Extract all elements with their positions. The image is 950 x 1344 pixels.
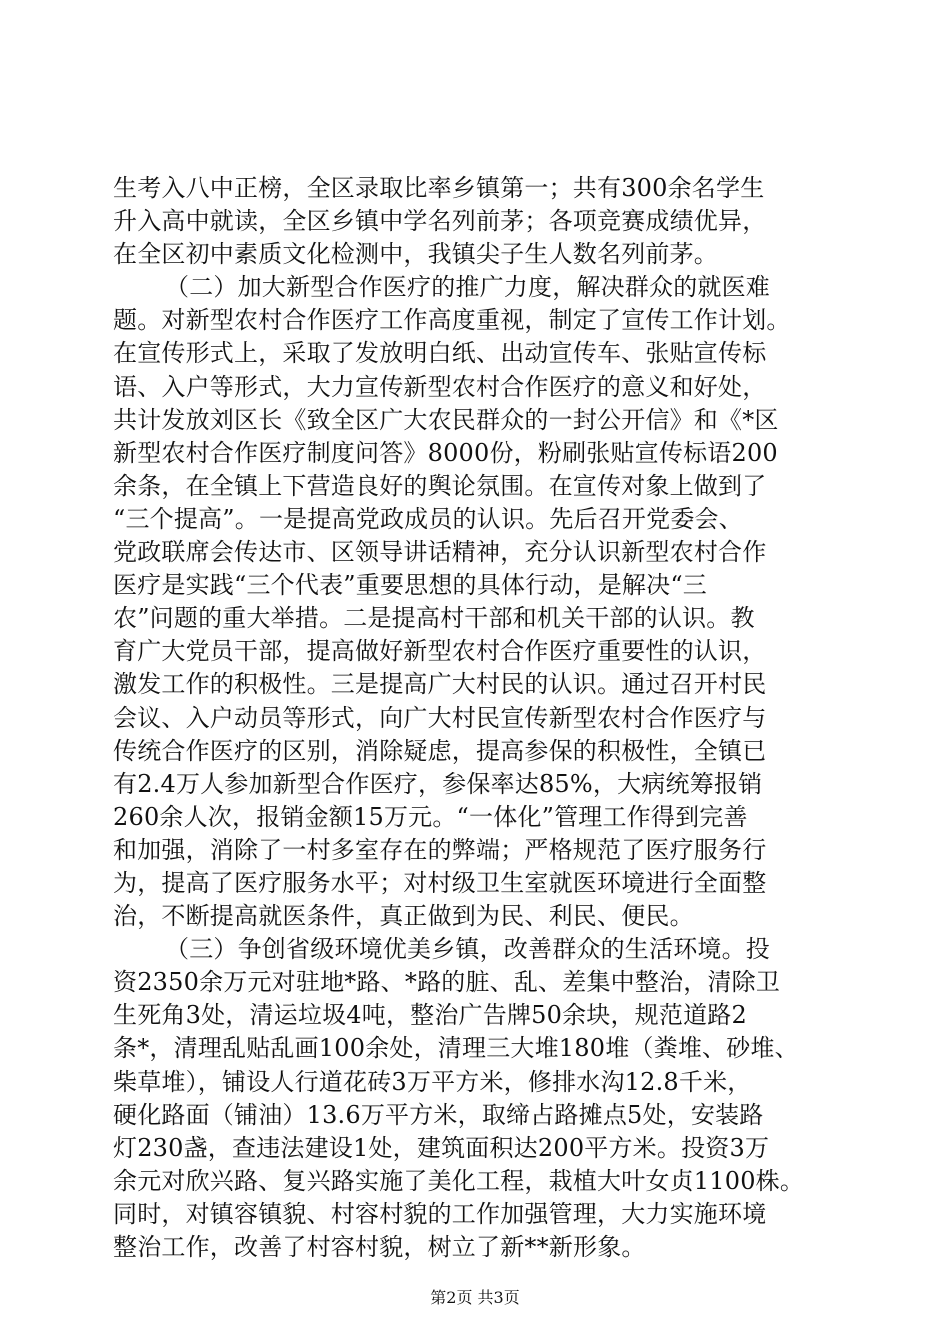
text-line: 题。对新型农村合作医疗工作高度重视，制定了宣传工作计划。 bbox=[113, 306, 791, 335]
text-line: 在全区初中素质文化检测中，我镇尖子生人数名列前茅。 bbox=[113, 240, 718, 269]
section-heading-line: （二）加大新型合作医疗的推广力度，解决群众的就医难 bbox=[165, 273, 770, 302]
section-heading-line: （三）争创省级环境优美乡镇，改善群众的生活环境。投 bbox=[165, 935, 770, 964]
text-line: 同时，对镇容镇貌、村容村貌的工作加强管理，大力实施环境 bbox=[113, 1199, 767, 1228]
text-line: 柴草堆），铺设人行道花砖3万平方米，修排水沟12.8千米， bbox=[113, 1067, 752, 1096]
text-line: 语、入户等形式，大力宣传新型农村合作医疗的意义和好处， bbox=[113, 372, 767, 401]
text-line: 生死角3处，清运垃圾4吨，整治广告牌50余块，规范道路2 bbox=[113, 1001, 747, 1030]
text-line: 在宣传形式上，采取了发放明白纸、出动宣传车、张贴宣传标 bbox=[113, 339, 767, 368]
text-line: 育广大党员干部，提高做好新型农村合作医疗重要性的认识， bbox=[113, 637, 767, 666]
text-line: “三个提高”。一是提高党政成员的认识。先后召开党委会、 bbox=[113, 504, 743, 533]
page-footer: 第2页 共3页 bbox=[430, 1288, 520, 1307]
text-line: 资2350余万元对驻地*路、*路的脏、乱、差集中整治，清除卫 bbox=[113, 968, 781, 997]
text-line: 余元对欣兴路、复兴路实施了美化工程，栽植大叶女贞1100株。 bbox=[113, 1166, 805, 1195]
text-line: 农”问题的重大举措。二是提高村干部和机关干部的认识。教 bbox=[113, 604, 755, 633]
text-line: 共计发放刘区长《致全区广大农民群众的一封公开信》和《*区 bbox=[113, 405, 779, 434]
text-line: 硬化路面（铺油）13.6万平方米，取缔占路摊点5处，安装路 bbox=[113, 1100, 764, 1129]
text-line: 会议、入户动员等形式，向广大村民宣传新型农村合作医疗与 bbox=[113, 703, 767, 732]
text-line: 升入高中就读，全区乡镇中学名列前茅；各项竞赛成绩优异， bbox=[113, 207, 767, 236]
text-line: 传统合作医疗的区别，消除疑虑，提高参保的积极性，全镇已 bbox=[113, 736, 767, 765]
text-line: 新型农村合作医疗制度问答》8000份，粉刷张贴宣传标语200 bbox=[113, 438, 778, 467]
text-line: 激发工作的积极性。三是提高广大村民的认识。通过召开村民 bbox=[113, 670, 767, 699]
text-line: 260余人次，报销金额15万元。“一体化”管理工作得到完善 bbox=[113, 802, 748, 831]
text-line: 医疗是实践“三个代表”重要思想的具体行动，是解决“三 bbox=[113, 571, 708, 600]
text-line: 为，提高了医疗服务水平；对村级卫生室就医环境进行全面整 bbox=[113, 868, 767, 897]
text-line: 条*，清理乱贴乱画100余处，清理三大堆180堆（粪堆、砂堆、 bbox=[113, 1034, 799, 1063]
text-line: 党政联席会传达市、区领导讲话精神，充分认识新型农村合作 bbox=[113, 538, 767, 567]
document-body bbox=[113, 172, 848, 1264]
text-line: 有2.4万人参加新型合作医疗，参保率达85%，大病统筹报销 bbox=[113, 769, 763, 798]
text-line: 和加强，消除了一村多室存在的弊端；严格规范了医疗服务行 bbox=[113, 835, 767, 864]
text-line: 治，不断提高就医条件，真正做到为民、利民、便民。 bbox=[113, 902, 694, 931]
text-line: 灯230盏，查违法建设1处，建筑面积达200平方米。投资3万 bbox=[113, 1133, 770, 1162]
text-line: 整治工作，改善了村容村貌，树立了新**新形象。 bbox=[113, 1233, 646, 1261]
text-line: 余条，在全镇上下营造良好的舆论氛围。在宣传对象上做到了 bbox=[113, 471, 767, 500]
text-line: 生考入八中正榜，全区录取比率乡镇第一；共有300余名学生 bbox=[113, 174, 765, 202]
